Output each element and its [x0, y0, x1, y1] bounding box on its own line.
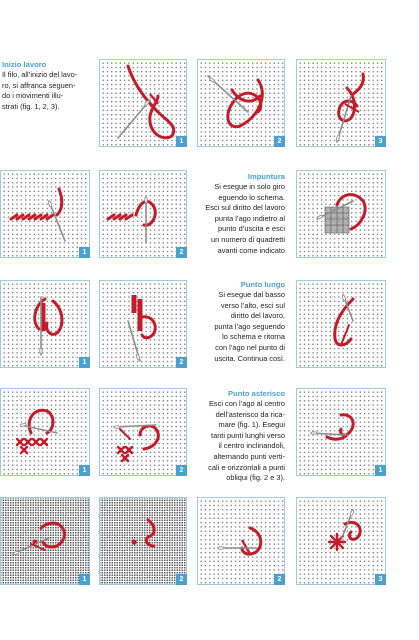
text-line: eguendo lo schema. — [218, 192, 285, 202]
figure-number-badge: 1 — [79, 574, 90, 585]
section-text-impuntura — [196, 182, 285, 256]
stitch-illustration — [297, 171, 387, 259]
stitch-illustration — [100, 171, 188, 259]
figure-impuntura-2 — [99, 170, 187, 258]
text-line: Il filo, all’inizio del lavo- — [2, 70, 78, 79]
figure-inizio-1 — [99, 59, 187, 147]
stitch-illustration — [1, 281, 91, 369]
stitch-illustration — [100, 389, 188, 477]
figure-lungo-3 — [296, 280, 386, 368]
figure-asterisco-3 — [296, 388, 386, 476]
figure-inizio-3 — [296, 59, 386, 147]
figure-lungo-2 — [99, 280, 187, 368]
stitch-illustration — [100, 60, 188, 148]
figure-number-badge: 1 — [375, 465, 386, 476]
figure-lungo-1 — [0, 280, 90, 368]
figure-row5-4 — [296, 497, 386, 585]
stitch-illustration — [1, 498, 91, 586]
text-line: mare (fig. 1). Esegui — [218, 420, 285, 430]
stitch-illustration — [297, 498, 387, 586]
figure-number-badge: 2 — [274, 574, 285, 585]
section-text-punto-asterisco — [196, 399, 285, 484]
text-line: do i movimenti illu- — [2, 91, 64, 101]
figure-number-badge: 2 — [176, 574, 187, 585]
text-line: uscita. Continua così. — [214, 353, 285, 363]
text-line: avanti come indicato — [217, 245, 285, 255]
section-title-impuntura: Impuntura — [247, 172, 285, 181]
stitch-illustration — [100, 281, 188, 369]
text-line: Esci con l’ago al centro — [209, 399, 285, 408]
text-line: strati (fig. 1, 2, 3). — [2, 101, 60, 111]
stitch-illustration — [100, 498, 188, 586]
text-line: il centro inclinandoli, — [218, 441, 285, 451]
stitch-illustration — [198, 60, 286, 148]
figure-row5-3 — [197, 497, 285, 585]
figure-number-badge: 2 — [274, 136, 285, 147]
figure-number-badge: 3 — [375, 574, 386, 585]
figure-number-badge: 2 — [176, 357, 187, 368]
section-text-inizio-lavoro — [2, 70, 89, 112]
figure-number-badge: 1 — [176, 136, 187, 147]
figure-inizio-2 — [197, 59, 285, 147]
stitch-illustration — [297, 389, 387, 477]
section-title-inizio-lavoro: Inizio lavoro — [2, 60, 47, 69]
text-line: lo schema e ritorna — [222, 332, 285, 342]
stitch-illustration — [1, 389, 91, 477]
text-line: tanti punti lunghi verso — [211, 430, 285, 440]
text-line: punta l’ago seguendo — [214, 321, 285, 331]
text-line: obliqui (fig. 2 e 3). — [226, 473, 285, 483]
text-line: punto d’uscita e esci — [218, 224, 285, 234]
text-line: Si esegue in solo giro — [214, 182, 285, 191]
figure-impuntura-3 — [296, 170, 386, 258]
figure-number-badge: 2 — [176, 465, 187, 476]
text-line: diritto del lavoro, — [230, 311, 285, 321]
figure-number-badge: 2 — [176, 247, 187, 258]
text-line: con l’ago nel punto di — [215, 342, 285, 352]
figure-number-badge: 1 — [79, 465, 90, 476]
figure-row5-1 — [0, 497, 90, 585]
figure-asterisco-2 — [99, 388, 187, 476]
text-line: dell’asterisco da rica- — [215, 409, 285, 419]
stitch-illustration — [297, 60, 387, 148]
text-line: ro, si affranca seguen- — [2, 80, 76, 90]
section-text-punto-lungo — [196, 290, 285, 364]
text-line: cali e orizzontali a punti — [208, 462, 285, 472]
figure-number-badge: 1 — [79, 247, 90, 258]
figure-number-badge: 1 — [79, 357, 90, 368]
figure-asterisco-1 — [0, 388, 90, 476]
stitch-illustration — [1, 171, 91, 259]
section-title-punto-lungo: Punto lungo — [240, 280, 285, 289]
section-title-punto-asterisco: Punto asterisco — [228, 389, 285, 398]
text-line: Si esegue dal basso — [218, 290, 285, 299]
text-line: punta l’ago indietro al — [214, 213, 285, 223]
figure-impuntura-1 — [0, 170, 90, 258]
text-line: Esci sul diritto del lavoro — [205, 203, 285, 213]
text-line: verso l’alto, esci sul — [220, 300, 285, 310]
text-line: un numero di quadretti — [211, 234, 285, 244]
figure-number-badge: 3 — [375, 136, 386, 147]
text-line: alternando punti verti- — [213, 451, 285, 461]
figure-row5-2 — [99, 497, 187, 585]
stitch-illustration — [198, 498, 286, 586]
stitch-illustration — [297, 281, 387, 369]
